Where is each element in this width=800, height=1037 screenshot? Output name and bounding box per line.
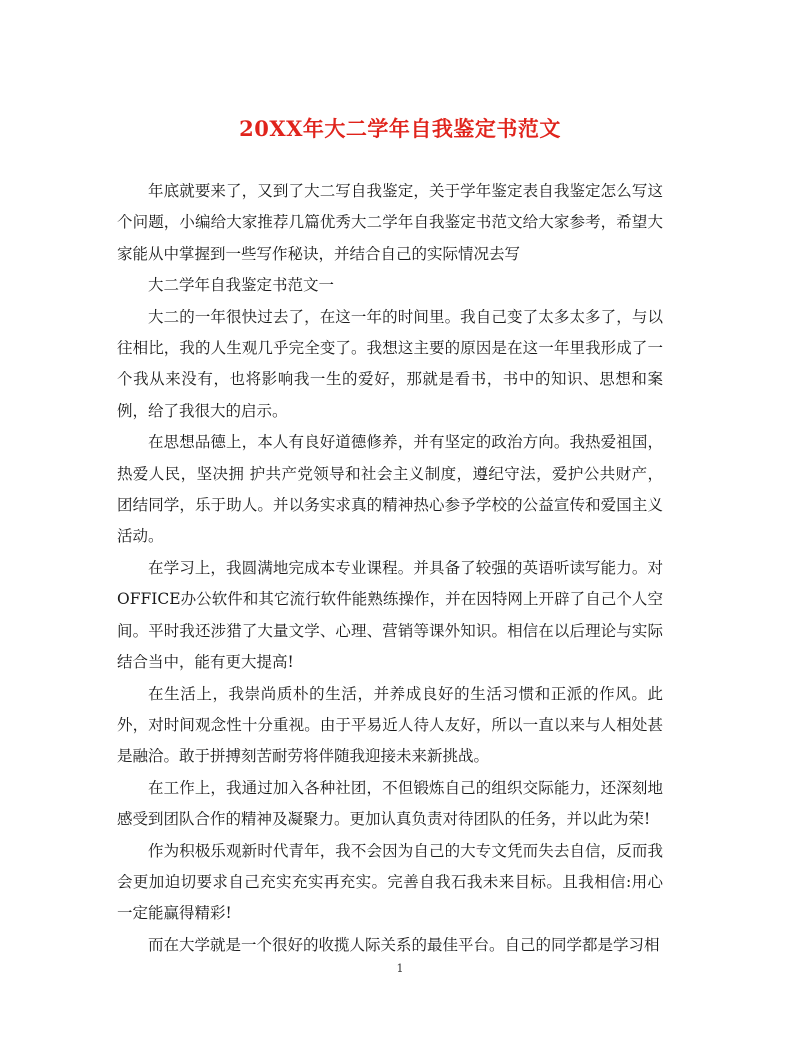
paragraph-overview: 大二的一年很快过去了，在这一年的时间里。我自己变了太多太多了，与以往相比，我的人生观几乎完全变了。我想这主要的原因是在这一年里我形成了一个我从来没有，也将影响我一生的爱好，那就是看书，书中的知识、思想和案例，给了我很大的启示。 <box>117 307 663 420</box>
paragraph-study: 在学习上，我圆满地完成本专业课程。并具备了较强的英语听读写能力。对OFFICE办公软件和其它流行软件能熟练操作，并在因特网上开辟了自己个人空间。平时我还涉猎了大量文学、心理、营销等课外知识。相信在以后理论与实际结合当中，能有更大提高! <box>117 558 663 672</box>
paragraph-work: 在工作上，我通过加入各种社团，不但锻炼自己的组织交际能力，还深刻地感受到团队合作的精神及凝聚力。更加认真负责对待团队的任务，并以此为荣! <box>117 778 663 829</box>
section-heading: 大二学年自我鉴定书范文一 <box>148 276 335 295</box>
document-body <box>117 176 663 961</box>
paragraph-ideology: 在思想品德上，本人有良好道德修养，并有坚定的政治方向。我热爱祖国，热爱人民，坚决拥 护共产党领导和社会主义制度，遵纪守法，爱护公共财产，团结同学，乐于助人。并以务实求真的精神热心参予学校的公益宣传和爱国主义活动。 <box>117 433 663 546</box>
paragraph-attitude: 作为积极乐观新时代青年，我不会因为自己的大专文凭而失去自信，反而我会更加迫切要求自己充实充实再充实。完善自我石我未来目标。且我相信:用心一定能赢得精彩! <box>117 841 663 923</box>
paragraph-intro: 年底就要来了，又到了大二写自我鉴定，关于学年鉴定表自我鉴定怎么写这个问题，小编给大家推荐几篇优秀大二学年自我鉴定书范文给大家参考，希望大家能从中掌握到一些写作秘诀，并结合自己的实际情况去写 <box>117 182 663 263</box>
paragraph-life: 在生活上，我崇尚质朴的生活，并养成良好的生活习惯和正派的作风。此外，对时间观念性十分重视。由于平易近人待人友好，所以一直以来与人相处甚是融洽。敢于拼搏刻苦耐劳将伴随我迎接未来新挑战。 <box>117 684 663 766</box>
document-title: 20XX年大二学年自我鉴定书范文 <box>239 116 561 141</box>
page-number: 1 <box>396 962 404 975</box>
paragraph-relations: 而在大学就是一个很好的收揽人际关系的最佳平台。自己的同学都是学习相 <box>148 935 660 954</box>
